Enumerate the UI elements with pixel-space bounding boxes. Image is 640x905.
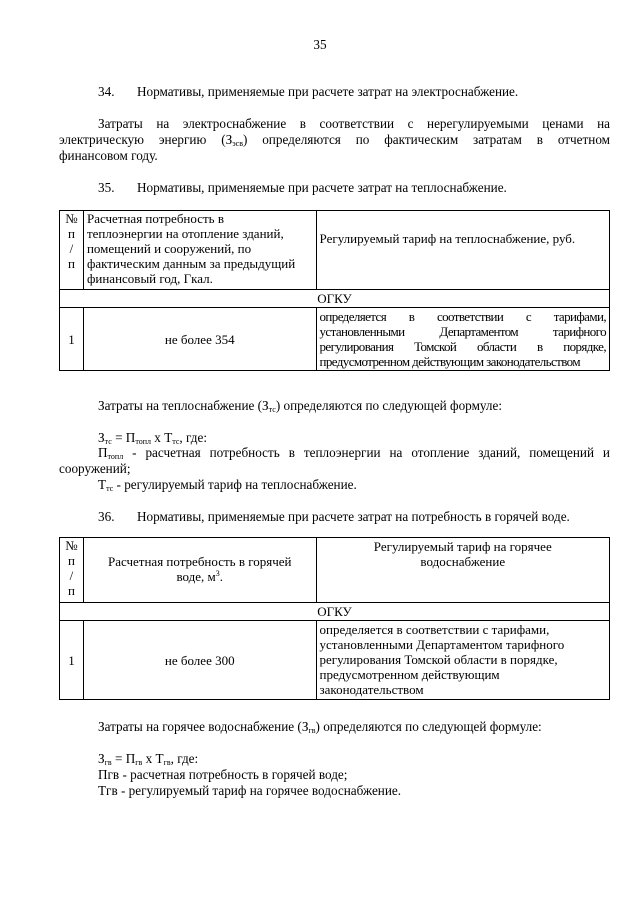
section-35-number: 35. [98,180,115,195]
text: Затраты на горячее водоснабжение (З [98,719,309,734]
text: = П [111,430,136,445]
heat-table [59,210,610,371]
text: водоснабжение [420,554,506,569]
text: - регулируемый тариф на теплоснабжение. [113,477,357,492]
text: ) определяются по следующей формуле: [315,719,542,734]
subscript: эсв [232,139,243,148]
heat-table-header [60,211,610,290]
row-tariff [316,308,609,371]
text: , где: [179,430,207,445]
section-34-heading [98,84,518,100]
page-number: 35 [313,37,327,52]
text: Расчетная потребность в [86,211,224,226]
text: П [98,445,108,460]
text: № [65,538,78,553]
text: предусмотренном действующим законодательством [319,354,580,369]
text: законодательством [319,682,424,697]
text: - расчетная потребность в теплоэнергии на отопление зданий, помещений и [123,445,610,460]
text: , где: [170,751,199,766]
text: определяется в соответствии с тарифами, [319,622,550,637]
hot-water-formula [98,751,198,767]
text: п [68,553,75,568]
text: электрическую энергию (З [59,132,233,147]
subscript: тс [172,437,180,446]
text: теплоэнергии на отопление зданий, [86,226,284,241]
subscript: тс [106,484,114,493]
text: / [69,568,74,583]
subscript: гв [308,726,316,735]
section-34-number: 34. [98,84,115,99]
text: фактическим данным за предыдущий [86,256,296,271]
section-36-number: 36. [98,509,115,524]
text: Регулируемый тариф на горячее [373,539,552,554]
text: х Т [151,430,173,445]
text: З [98,751,105,766]
text: помещений и сооружений, по [86,241,252,256]
hot-water-definition-1: Пгв - расчетная потребность в горячей воде; [98,767,348,782]
subscript: гв [104,758,112,767]
text: . [219,569,224,584]
num-header [60,211,84,290]
text: воде, м [176,569,216,584]
heat-definition-2 [98,477,357,493]
section-36-title: Нормативы, применяемые при расчете затрат на потребность в горячей воде. [137,509,570,524]
text: определяется в соответствии с тарифами, [319,309,606,324]
text: / [69,241,74,256]
need-header [83,538,316,603]
row-need: не более 300 [83,621,316,700]
text: З [98,430,105,445]
group-row: ОГКУ [60,603,610,621]
text: п [68,583,75,598]
heat-formula-intro [98,398,502,414]
text: ) определяются по следующей формуле: [275,398,503,413]
section-34-title: Нормативы, применяемые при расчете затрат на электроснабжение. [137,84,519,99]
text: установленными Департаментом тарифного [319,637,565,652]
text: предусмотренном действующим [319,667,500,682]
subscript: топл [107,452,124,461]
tariff-header: Регулируемый тариф на теплоснабжение, руб. [316,211,609,290]
text [87,569,313,584]
hot-water-definition-2: Тгв - регулируемый тариф на горячее водоснабжение. [98,783,402,798]
subscript: гв [135,758,143,767]
table-row [60,621,610,700]
text: регулирования Томской области в порядке, [319,652,558,667]
text: Затраты на теплоснабжение (З [98,398,269,413]
num-header [60,538,84,603]
section-35-title: Нормативы, применяемые при расчете затрат на теплоснабжение. [137,180,507,195]
table-row [60,308,610,371]
text: финансовый год, Гкал. [86,271,213,286]
text: х Т [142,751,164,766]
superscript: 3 [215,569,220,578]
text: Т [98,477,107,492]
subscript: гв [163,758,171,767]
row-need: не более 354 [83,308,316,371]
subscript: тс [104,437,112,446]
text: = П [111,751,136,766]
subscript: тс [268,405,276,414]
need-header [83,211,316,290]
section-36-heading [98,509,570,525]
text: № [65,211,78,226]
section-35-heading [98,180,507,196]
section-34-line2 [59,132,610,148]
text: установленными Департаментом тарифного [319,324,606,339]
row-num: 1 [60,621,84,700]
group-row: ОГКУ [60,290,610,308]
text: п [68,256,75,271]
text: п [68,226,75,241]
row-tariff [316,621,609,700]
heat-definition-1 [98,445,610,461]
section-34-line3: финансовом году. [59,148,158,163]
row-num: 1 [60,308,84,371]
hot-water-table-header [60,538,610,603]
hot-water-formula-intro [98,719,542,735]
tariff-header [316,538,609,603]
hot-water-table [59,537,610,700]
text: ) определяются по фактическим затратам в отчетном [242,132,611,147]
section-34-line1: Затраты на электроснабжение в соответствии с нерегулируемыми ценами на [98,116,610,131]
heat-formula [98,430,207,446]
subscript: топл [135,437,151,446]
text: Расчетная потребность в горячей [107,554,292,569]
heat-definition-1-cont: сооружений; [59,461,131,476]
text: регулирования Томской области в порядке, [319,339,606,354]
